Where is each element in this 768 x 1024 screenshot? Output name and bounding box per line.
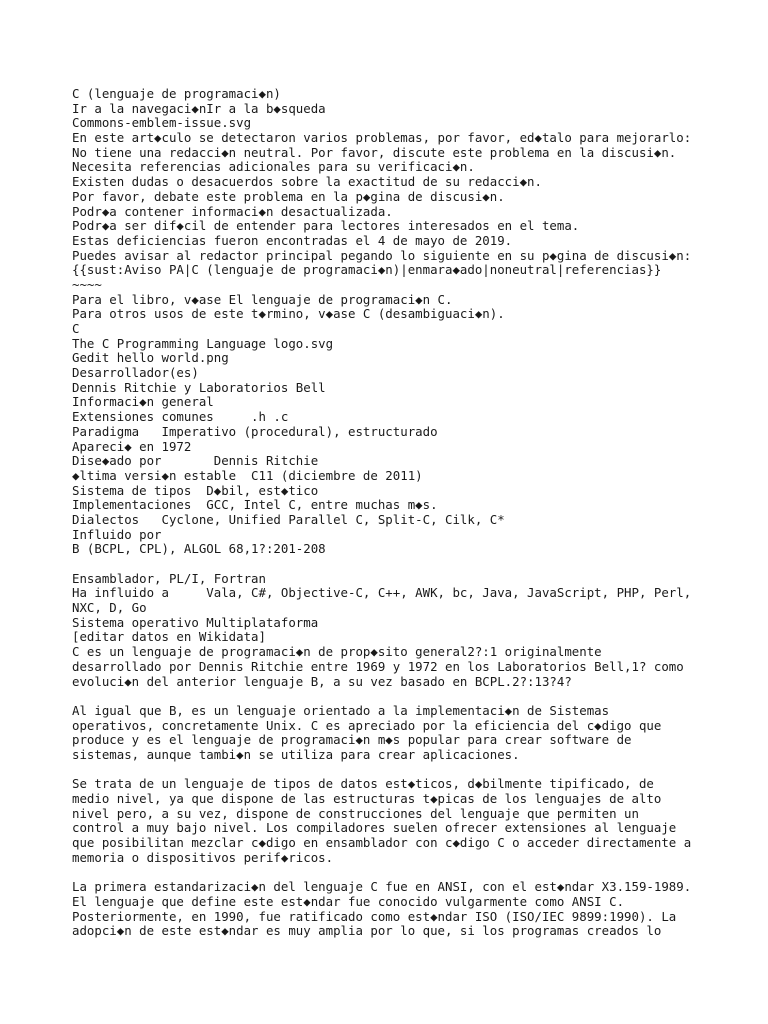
doc-line: Se trata de un lenguaje de tipos de datos est◆ticos, d◆bilmente tipificado, de: [72, 776, 654, 792]
doc-line: Por favor, debate este problema en la p◆gina de discusi◆n.: [72, 188, 505, 204]
doc-line: que posibilitan mezclar c◆digo en ensamblador con c◆digo C o acceder directamente a: [72, 835, 692, 851]
doc-line: Dialectos Cyclone, Unified Parallel C, Split-C, Cilk, C*: [72, 511, 505, 527]
doc-line: Al igual que B, es un lenguaje orientado a la implementaci◆n de Sistemas: [72, 702, 610, 718]
doc-line: Necesita referencias adicionales para su verificaci◆n.: [72, 159, 475, 175]
doc-line: Podr◆a ser dif◆cil de entender para lectores interesados en el tema.: [72, 218, 580, 234]
blank-line: [72, 689, 712, 704]
doc-line: Existen dudas o desacuerdos sobre la exactitud de su redacci◆n.: [72, 174, 542, 190]
doc-line: Ensamblador, PL/I, Fortran: [72, 570, 266, 586]
doc-line: C: [72, 321, 80, 336]
doc-line: Implementaciones GCC, Intel C, entre muchas m◆s.: [72, 497, 438, 513]
doc-line: Estas deficiencias fueron encontradas el 4 de mayo de 2019.: [72, 232, 513, 248]
doc-line: Commons-emblem-issue.svg: [72, 115, 252, 131]
doc-line: B (BCPL, CPL), ALGOL 68,1?:201-208: [72, 541, 326, 557]
doc-line: sistemas, aunque tambi◆n se utiliza para crear aplicaciones.: [72, 746, 520, 762]
doc-line: Sistema de tipos D◆bil, est◆tico: [72, 482, 319, 498]
doc-line: Ha influido a Vala, C#, Objective-C, C++, AWK, bc, Java, JavaScript, PHP, Perl,: [72, 585, 692, 601]
doc-line: Gedit hello world.png: [72, 350, 229, 366]
doc-line: Extensiones comunes .h .c: [72, 409, 289, 425]
doc-line: Dise◆ado por Dennis Ritchie: [72, 453, 319, 469]
doc-line: operativos, concretamente Unix. C es apreciado por la eficiencia del c◆digo que: [72, 717, 662, 733]
doc-line: ◆ltima versi◆n estable C11 (diciembre de 2011): [72, 467, 423, 483]
doc-line: El lenguaje que define este est◆ndar fue conocido vulgarmente como ANSI C.: [72, 893, 625, 909]
doc-line: No tiene una redacci◆n neutral. Por favor, discute este problema en la discusi◆n.: [72, 144, 677, 160]
doc-line: Posteriormente, en 1990, fue ratificado como est◆ndar ISO (ISO/IEC 9899:1990). La: [72, 908, 677, 924]
doc-line: La primera estandarizaci◆n del lenguaje C fue en ANSI, con el est◆ndar X3.159-1989.: [72, 879, 692, 895]
doc-line: Apareci◆ en 1972: [72, 438, 192, 454]
blank-line: [72, 865, 712, 880]
doc-line: Influido por: [72, 526, 162, 542]
doc-line: Paradigma Imperativo (procedural), estructurado: [72, 423, 438, 439]
document-page: [72, 87, 712, 939]
doc-line: Para el libro, v◆ase El lenguaje de programaci◆n C.: [72, 291, 453, 307]
blank-line: [72, 763, 712, 778]
blank-line: [72, 557, 712, 572]
doc-line: Podr◆a contener informaci◆n desactualizada.: [72, 203, 393, 219]
doc-line: C es un lenguaje de programaci◆n de prop◆sito general2?:1 originalmente: [72, 644, 602, 660]
doc-line: Desarrollador(es): [72, 365, 199, 381]
doc-line: Para otros usos de este t◆rmino, v◆ase C (desambiguaci◆n).: [72, 306, 505, 322]
doc-line: Dennis Ritchie y Laboratorios Bell: [72, 379, 326, 395]
doc-line: adopci◆n de este est◆ndar es muy amplia por lo que, si los programas creados lo: [72, 923, 662, 939]
doc-line: control a muy bajo nivel. Los compiladores suelen ofrecer extensiones al lenguaje: [72, 820, 677, 836]
doc-line: {{sust:Aviso PA|C (lenguaje de programaci◆n)|enmara◆ado|noneutral|referencias}}: [72, 262, 662, 278]
doc-line: En este art◆culo se detectaron varios problemas, por favor, ed◆talo para mejorarlo:: [72, 130, 692, 146]
doc-line: medio nivel, ya que dispone de las estructuras t◆picas de los lenguajes de alto: [72, 791, 662, 806]
doc-line: Puedes avisar al redactor principal pegando lo siguiente en su p◆gina de discusi◆n:: [72, 247, 692, 263]
doc-line: Informaci◆n general: [72, 394, 214, 410]
doc-line: ~~~~: [72, 276, 102, 292]
doc-line: desarrollado por Dennis Ritchie entre 1969 y 1972 en los Laboratorios Bell,1? como: [72, 658, 684, 674]
doc-line: The C Programming Language logo.svg: [72, 335, 334, 351]
doc-line: NXC, D, Go: [72, 600, 147, 616]
doc-line: C (lenguaje de programaci◆n): [72, 86, 281, 101]
doc-line: produce y es el lenguaje de programaci◆n m◆s popular para crear software de: [72, 732, 632, 748]
doc-line: nivel pero, a su vez, dispone de construcciones del lenguaje que permiten un: [72, 805, 639, 821]
doc-line: memoria o dispositivos perif◆ricos.: [72, 849, 334, 865]
doc-line: [editar datos en Wikidata]: [72, 629, 266, 645]
doc-line: Ir a la navegaci◆nIr a la b◆squeda: [72, 100, 326, 116]
doc-line: Sistema operativo Multiplataforma: [72, 614, 319, 630]
doc-line: evoluci◆n del anterior lenguaje B, a su vez basado en BCPL.2?:13?4?: [72, 673, 572, 689]
